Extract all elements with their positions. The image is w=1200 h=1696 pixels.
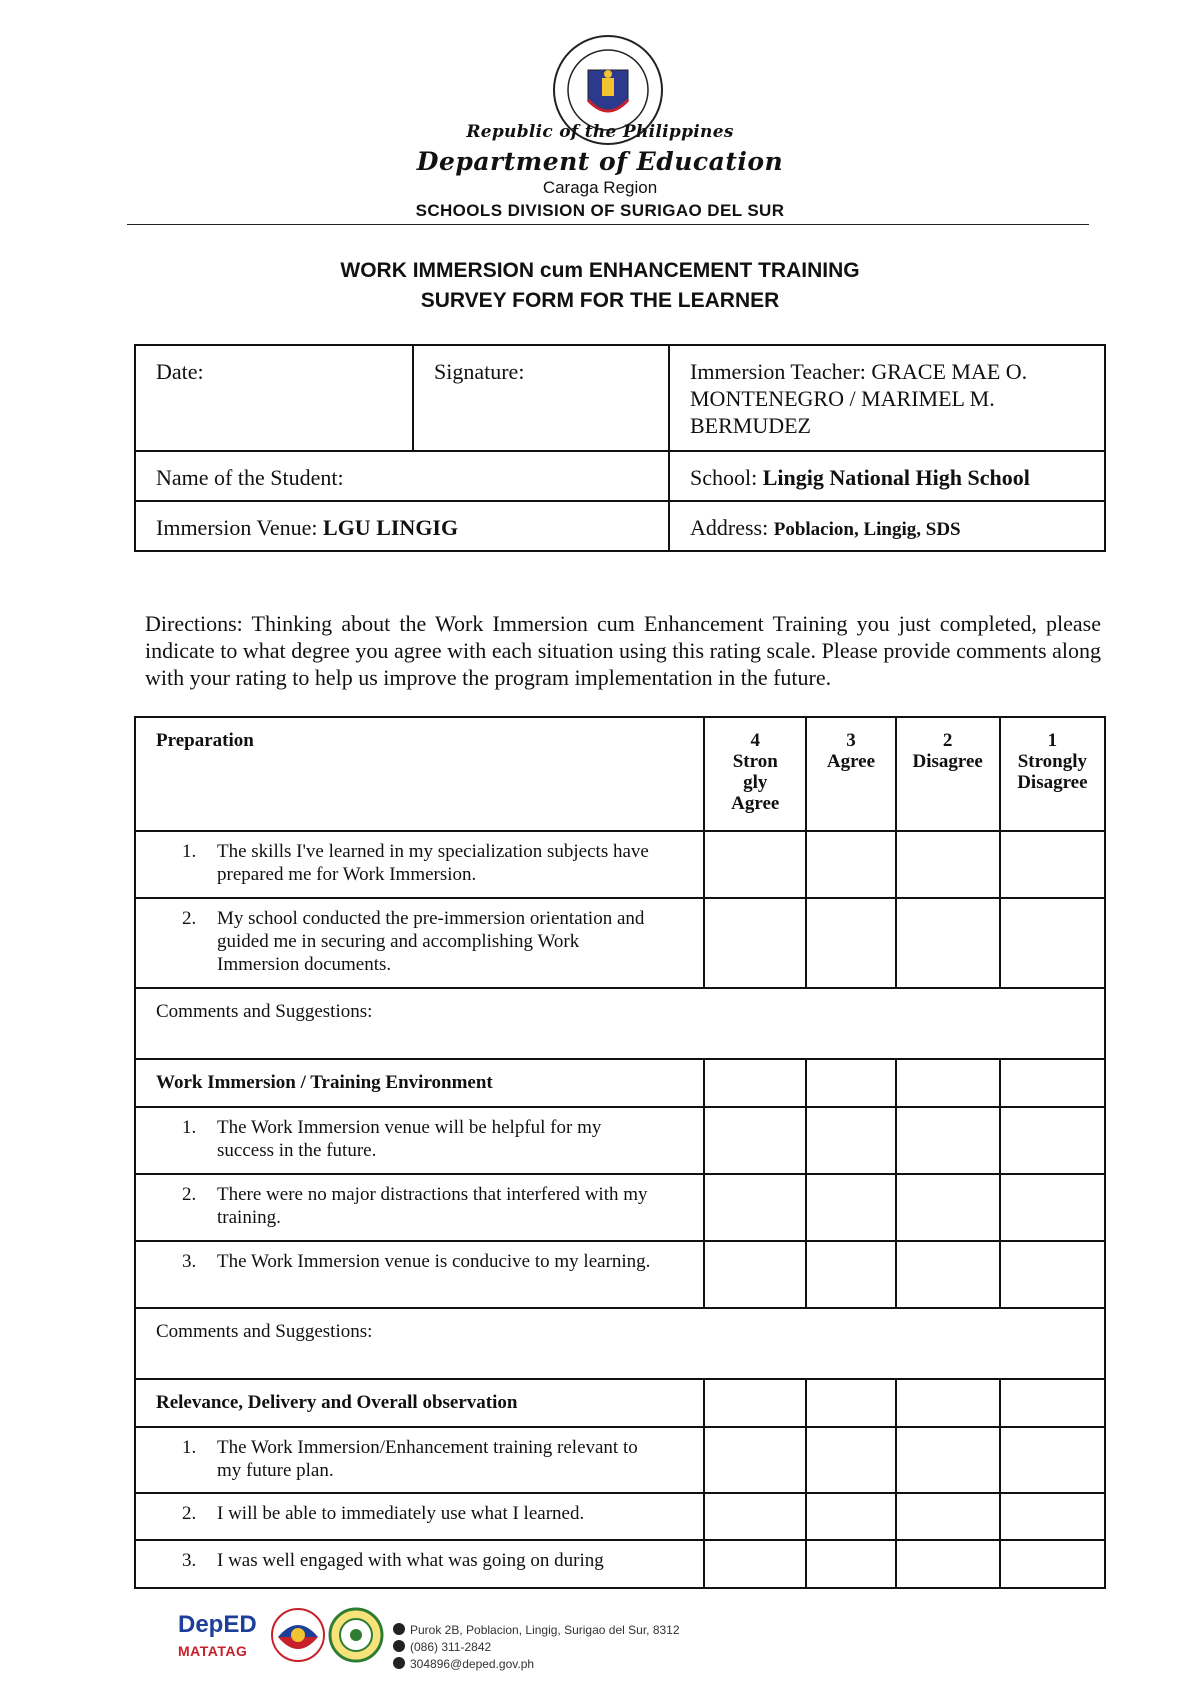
rating-cell-1[interactable] xyxy=(1000,1493,1105,1540)
rating-cell-4 xyxy=(704,1059,806,1107)
venue-cell xyxy=(135,501,669,551)
rating-cell-3 xyxy=(806,1059,895,1107)
date-field[interactable] xyxy=(135,345,413,451)
header-rule xyxy=(127,224,1089,225)
item-number: 1. xyxy=(182,1437,197,1458)
rating-cell-4[interactable] xyxy=(704,831,806,898)
rating-cell-2[interactable] xyxy=(896,1540,1000,1588)
region-name: Caraga Region xyxy=(542,178,658,197)
student-name-label: Name of the Student: xyxy=(156,465,344,490)
rating-cell-1 xyxy=(1000,1379,1105,1427)
rating-cell-2[interactable] xyxy=(896,1427,1000,1493)
rating-cell-4[interactable] xyxy=(704,1241,806,1308)
survey-item xyxy=(135,1427,704,1493)
table-row xyxy=(135,898,1105,988)
rating-cell-3[interactable] xyxy=(806,1540,895,1588)
rating-cell-3[interactable] xyxy=(806,1174,895,1241)
survey-item xyxy=(135,898,704,988)
rating-cell-3[interactable] xyxy=(806,1493,895,1540)
footer-address-text: Purok 2B, Poblacion, Lingig, Surigao del Sur, 8312 xyxy=(410,1623,680,1637)
comments-row xyxy=(135,1308,1105,1379)
item-number: 2. xyxy=(182,908,197,929)
matatag-logo: MATATAG xyxy=(178,1643,248,1659)
email-icon xyxy=(393,1657,405,1669)
item-number: 2. xyxy=(182,1184,197,1205)
rating-cell-2 xyxy=(896,1059,1000,1107)
rating-cell-2[interactable] xyxy=(896,898,1000,988)
footer-email-text[interactable]: 304896@deped.gov.ph xyxy=(410,1657,535,1671)
rating-cell-3 xyxy=(806,1379,895,1427)
item-number: 3. xyxy=(182,1251,197,1272)
rating-cell-3[interactable] xyxy=(806,1107,895,1174)
scale-1-number: 1 xyxy=(1047,730,1058,751)
rating-cell-4[interactable] xyxy=(704,1107,806,1174)
school-label: School: xyxy=(690,465,763,490)
rating-cell-3[interactable] xyxy=(806,1241,895,1308)
student-name-field[interactable] xyxy=(135,451,669,501)
learner-info-table xyxy=(134,344,1106,552)
rating-cell-3[interactable] xyxy=(806,898,895,988)
relevance-header-row xyxy=(135,1379,1105,1427)
item-text: The skills I've learned in my specialization subjects have prepared me for Work Immersion. xyxy=(217,841,649,885)
rating-cell-1[interactable] xyxy=(1000,1427,1105,1493)
venue-value: LGU LINGIG xyxy=(323,515,459,540)
section-title: Preparation xyxy=(135,717,704,831)
scale-2-header xyxy=(896,717,1000,831)
address-cell xyxy=(669,501,1105,551)
rating-cell-1[interactable] xyxy=(1000,1174,1105,1241)
survey-item xyxy=(135,1493,704,1540)
item-text: I will be able to immediately use what I learned. xyxy=(217,1503,585,1524)
rating-cell-4[interactable] xyxy=(704,1540,806,1588)
survey-item xyxy=(135,1540,704,1588)
form-subtitle: SURVEY FORM FOR THE LEARNER xyxy=(420,289,780,312)
rating-cell-2[interactable] xyxy=(896,1174,1000,1241)
footer-contact xyxy=(393,1622,680,1673)
survey-item xyxy=(135,1174,704,1241)
preparation-header-row xyxy=(135,717,1105,831)
department-name: Department of Education xyxy=(416,147,784,176)
scale-1-label: Strongly Disagree xyxy=(1017,751,1088,793)
rating-cell-2[interactable] xyxy=(896,831,1000,898)
table-row xyxy=(135,1107,1105,1174)
location-icon xyxy=(393,1623,405,1635)
rating-cell-3[interactable] xyxy=(806,831,895,898)
table-row xyxy=(135,1241,1105,1308)
rating-cell-3[interactable] xyxy=(806,1427,895,1493)
scale-4-header xyxy=(704,717,806,831)
signature-label: Signature: xyxy=(434,359,525,384)
rating-cell-2[interactable] xyxy=(896,1241,1000,1308)
footer-address xyxy=(393,1622,680,1639)
table-row xyxy=(135,1493,1105,1540)
rating-cell-2[interactable] xyxy=(896,1107,1000,1174)
teacher-label: Immersion Teacher: GRACE MAE O. MONTENEGRO / MARIMEL M. BERMUDEZ xyxy=(690,359,1028,438)
school-cell xyxy=(669,451,1105,501)
rating-cell-1[interactable] xyxy=(1000,898,1105,988)
footer-phone-text: (086) 311-2842 xyxy=(410,1640,492,1654)
scale-3-label: Agree xyxy=(826,751,876,772)
item-text: I was well engaged with what was going on during xyxy=(217,1550,604,1571)
survey-table xyxy=(134,716,1106,1589)
section-title: Relevance, Delivery and Overall observation xyxy=(135,1379,704,1427)
footer-email xyxy=(393,1656,680,1673)
item-text: The Work Immersion venue will be helpful for my success in the future. xyxy=(217,1117,602,1161)
scale-1-header xyxy=(1000,717,1105,831)
rating-cell-2 xyxy=(896,1379,1000,1427)
item-number: 2. xyxy=(182,1503,197,1524)
item-number: 1. xyxy=(182,1117,197,1138)
phone-icon xyxy=(393,1640,405,1652)
rating-cell-4[interactable] xyxy=(704,898,806,988)
survey-item xyxy=(135,1107,704,1174)
directions-text: Directions: Thinking about the Work Immersion cum Enhancement Training you just completed, please indicate to what degree you agree with each situation using this rating scale. Please provide comments along with your rating to help us improve the program implementation in the future. xyxy=(145,611,1101,690)
table-row xyxy=(135,831,1105,898)
table-row xyxy=(135,1174,1105,1241)
signature-field[interactable] xyxy=(413,345,669,451)
division-name: SCHOOLS DIVISION OF SURIGAO DEL SUR xyxy=(415,201,785,220)
scale-3-number: 3 xyxy=(846,730,856,751)
item-number: 1. xyxy=(182,841,197,862)
comments-row xyxy=(135,988,1105,1059)
scale-2-label: Disagree xyxy=(912,751,983,772)
scale-4-number: 4 xyxy=(750,730,761,751)
rating-cell-4[interactable] xyxy=(704,1493,806,1540)
survey-item xyxy=(135,1241,704,1308)
deped-logo: DepED xyxy=(178,1611,257,1638)
item-number: 3. xyxy=(182,1550,197,1571)
rating-cell-2[interactable] xyxy=(896,1493,1000,1540)
item-text: The Work Immersion/Enhancement training relevant to my future plan. xyxy=(217,1437,638,1481)
address-value: Poblacion, Lingig, SDS xyxy=(773,519,961,540)
table-row xyxy=(135,1540,1105,1588)
bagong-pilipinas-logo xyxy=(270,1607,326,1667)
section-title: Work Immersion / Training Environment xyxy=(135,1059,704,1107)
scale-2-number: 2 xyxy=(942,730,953,751)
comments-field[interactable]: Comments and Suggestions: xyxy=(135,1308,1105,1379)
footer-logos xyxy=(178,1605,378,1675)
footer-phone xyxy=(393,1639,680,1656)
comments-field[interactable]: Comments and Suggestions: xyxy=(135,988,1105,1059)
survey-item xyxy=(135,831,704,898)
rating-cell-1[interactable] xyxy=(1000,1107,1105,1174)
rating-cell-1[interactable] xyxy=(1000,831,1105,898)
rating-cell-1[interactable] xyxy=(1000,1241,1105,1308)
date-label: Date: xyxy=(156,359,204,384)
item-text: The Work Immersion venue is conducive to my learning. xyxy=(217,1251,651,1272)
scale-4-label: Stron gly Agree xyxy=(731,751,780,814)
rating-cell-4 xyxy=(704,1379,806,1427)
rating-cell-4[interactable] xyxy=(704,1427,806,1493)
table-row xyxy=(135,1427,1105,1493)
scale-3-header xyxy=(806,717,895,831)
teacher-cell xyxy=(669,345,1105,451)
rating-cell-4[interactable] xyxy=(704,1174,806,1241)
venue-label: Immersion Venue: xyxy=(156,515,324,540)
item-text: There were no major distractions that interfered with my training. xyxy=(217,1184,648,1228)
rating-cell-1 xyxy=(1000,1059,1105,1107)
environment-header-row xyxy=(135,1059,1105,1107)
address-label: Address: xyxy=(690,515,774,540)
republic-line: Republic of the Philippines xyxy=(466,122,734,142)
school-seal-logo xyxy=(328,1607,384,1667)
form-title: WORK IMMERSION cum ENHANCEMENT TRAINING xyxy=(340,259,860,282)
rating-cell-1[interactable] xyxy=(1000,1540,1105,1588)
item-text: My school conducted the pre-immersion orientation and guided me in securing and accomplishing Work Immersion documents. xyxy=(217,908,645,975)
school-value: Lingig National High School xyxy=(762,465,1030,490)
